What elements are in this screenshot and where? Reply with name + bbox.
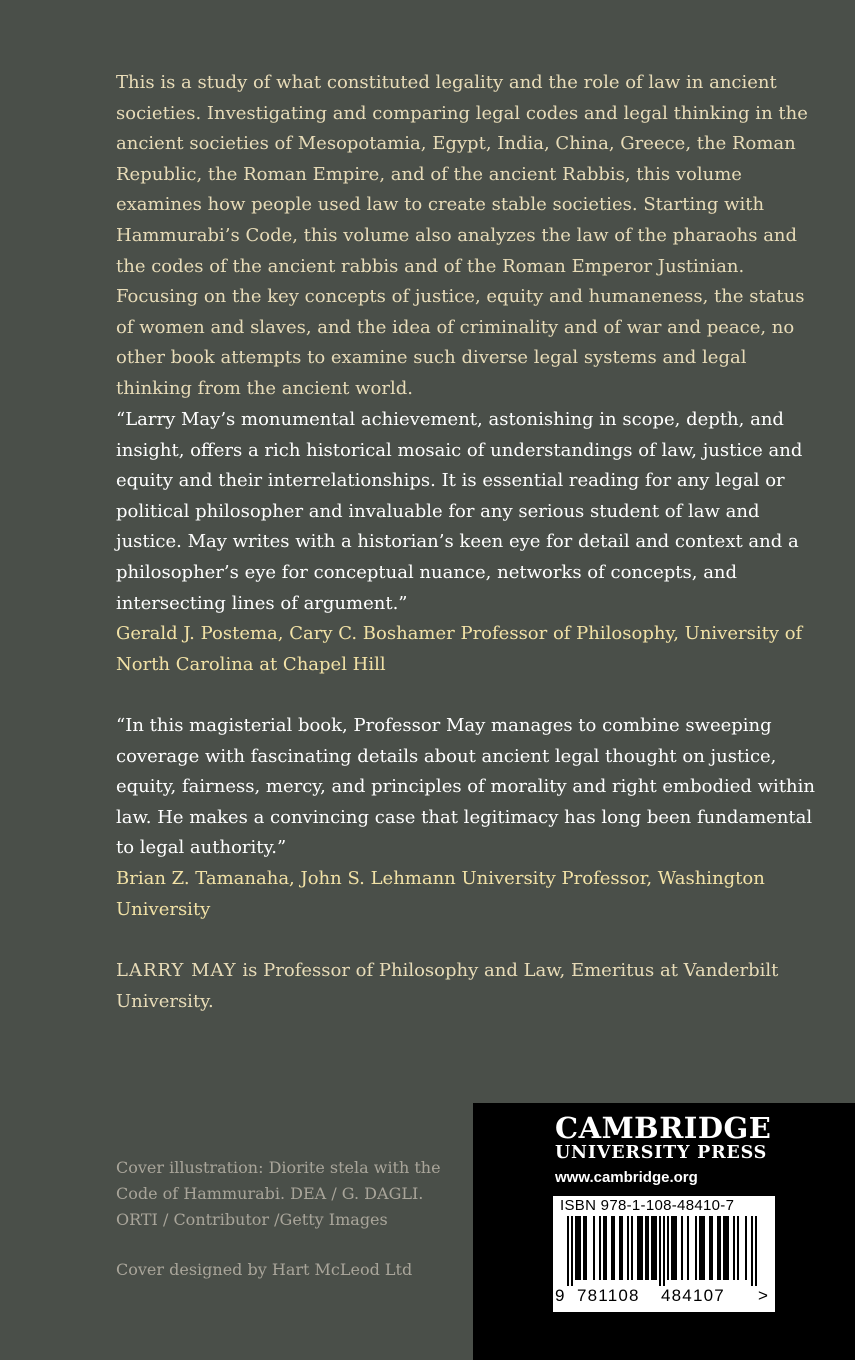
barcode-bar	[659, 1216, 661, 1286]
barcode-bar	[647, 1216, 649, 1280]
barcode-bar	[579, 1216, 581, 1280]
barcode-bar	[755, 1216, 757, 1286]
barcode-bar	[585, 1216, 587, 1280]
review-quote-tamanaha	[116, 711, 816, 925]
barcode-bar	[733, 1216, 735, 1280]
publisher-logo-name: CAMBRIDGE	[555, 1111, 772, 1145]
quote-attribution: Gerald J. Postema, Cary C. Boshamer Professor of Philosophy, University of North Carolina at Chapel Hill	[116, 623, 803, 675]
author-name: LARRY MAY	[116, 960, 237, 981]
review-quote-postema	[116, 405, 816, 680]
barcode-bar	[719, 1216, 721, 1280]
publisher-panel	[473, 1103, 855, 1360]
barcode-bar	[619, 1216, 621, 1280]
barcode-bar	[639, 1216, 641, 1280]
barcode-bar	[717, 1216, 719, 1280]
barcode-bar	[567, 1216, 569, 1286]
barcode-bar	[577, 1216, 579, 1280]
barcode-left-digits: 781108	[577, 1286, 640, 1305]
book-description: This is a study of what constituted legality and the role of law in ancient societies. Investigating and comparing legal codes and legal thinking in the ancient societies of Mesopotamia, Egypt, India, China, Greece, the Roman Republic, the Roman Empire, and of the ancient Rabbis, this volume examines how people used law to create stable societies. Starting with Hammurabi’s Code, this volume also analyzes the law of the pharaohs and the codes of the ancient rabbis and of the Roman Emperor Justinian. Focusing on the key concepts of justice, equity and humaneness, the status of women and slaves, and the idea of criminality and of war and peace, no other book attempts to examine such diverse legal systems and legal thinking from the ancient world.	[116, 72, 808, 399]
barcode-bar	[701, 1216, 703, 1280]
barcode-bar	[695, 1216, 697, 1280]
barcode-bar	[675, 1216, 677, 1280]
barcode-bar	[645, 1216, 647, 1280]
barcode-right-digits: 484107	[661, 1286, 725, 1305]
barcode-bar	[681, 1216, 683, 1280]
barcode-bar	[593, 1216, 595, 1280]
barcode-bar	[621, 1216, 623, 1280]
barcode-bar	[575, 1216, 577, 1280]
barcode-bar	[709, 1216, 711, 1280]
barcode-bar	[637, 1216, 639, 1280]
publisher-subname: UNIVERSITY PRESS	[555, 1143, 768, 1163]
barcode-bar	[603, 1216, 605, 1280]
barcode-first-digit: 9	[555, 1286, 565, 1305]
barcode-bar	[655, 1216, 657, 1280]
barcode-bar	[641, 1216, 643, 1280]
barcode-arrow: >	[758, 1286, 768, 1305]
barcode-bar	[687, 1216, 689, 1280]
author-bio	[116, 956, 816, 1017]
barcode-bars	[567, 1216, 761, 1286]
quote-text: “In this magisterial book, Professor May manages to combine sweeping coverage with fascinating details about ancient legal thought on justice, equity, fairness, mercy, and principles of morality and right embodied within law. He makes a convincing case that legitimacy has long been fundamental to legal authority.”	[116, 715, 815, 859]
barcode-bar	[631, 1216, 633, 1280]
barcode-bar	[667, 1216, 669, 1280]
barcode-bar	[651, 1216, 653, 1280]
barcode-bar	[599, 1216, 601, 1280]
barcode-bar	[737, 1216, 739, 1280]
barcode-bar	[583, 1216, 585, 1280]
barcode-bar	[613, 1216, 615, 1280]
barcode-bar	[723, 1216, 725, 1280]
barcode-bar	[671, 1216, 673, 1280]
isbn-barcode	[553, 1196, 775, 1312]
barcode-bar	[703, 1216, 705, 1280]
barcode-bar	[711, 1216, 713, 1280]
author-bio-text: is Professor of Philosophy and Law, Emeritus at Vanderbilt University.	[116, 960, 779, 1012]
barcode-bar	[745, 1216, 747, 1280]
barcode-bar	[605, 1216, 607, 1280]
barcode-bar	[725, 1216, 727, 1280]
barcode-bar	[611, 1216, 613, 1280]
quote-attribution: Brian Z. Tamanaha, John S. Lehmann University Professor, Washington University	[116, 867, 765, 920]
barcode-bar	[673, 1216, 675, 1280]
barcode-bar	[727, 1216, 729, 1280]
barcode-bar	[571, 1216, 573, 1286]
quote-text: “Larry May’s monumental achievement, astonishing in scope, depth, and insight, offers a rich historical mosaic of understandings of law, justice and equity and their interrelationships. It is essential reading for any legal or political philosopher and invaluable for any serious student of law and justice. May writes with a historian’s keen eye for detail and context and a philosopher’s eye for conceptual nuance, networks of concepts, and intersecting lines of argument.”	[116, 409, 803, 614]
cover-design-credit: Cover designed by Hart McLeod Ltd	[116, 1260, 413, 1279]
barcode-bar	[663, 1216, 665, 1286]
barcode-bar	[653, 1216, 655, 1280]
cover-illustration-credit: Cover illustration: Diorite stela with the Code of Hammurabi. DEA / G. DAGLI. ORTI / Contributor /Getty Images	[116, 1158, 441, 1229]
barcode-bar	[751, 1216, 753, 1286]
publisher-url: www.cambridge.org	[555, 1169, 698, 1186]
isbn-label: ISBN 978-1-108-48410-7	[560, 1197, 735, 1214]
barcode-bar	[699, 1216, 701, 1280]
barcode-bar	[627, 1216, 629, 1280]
